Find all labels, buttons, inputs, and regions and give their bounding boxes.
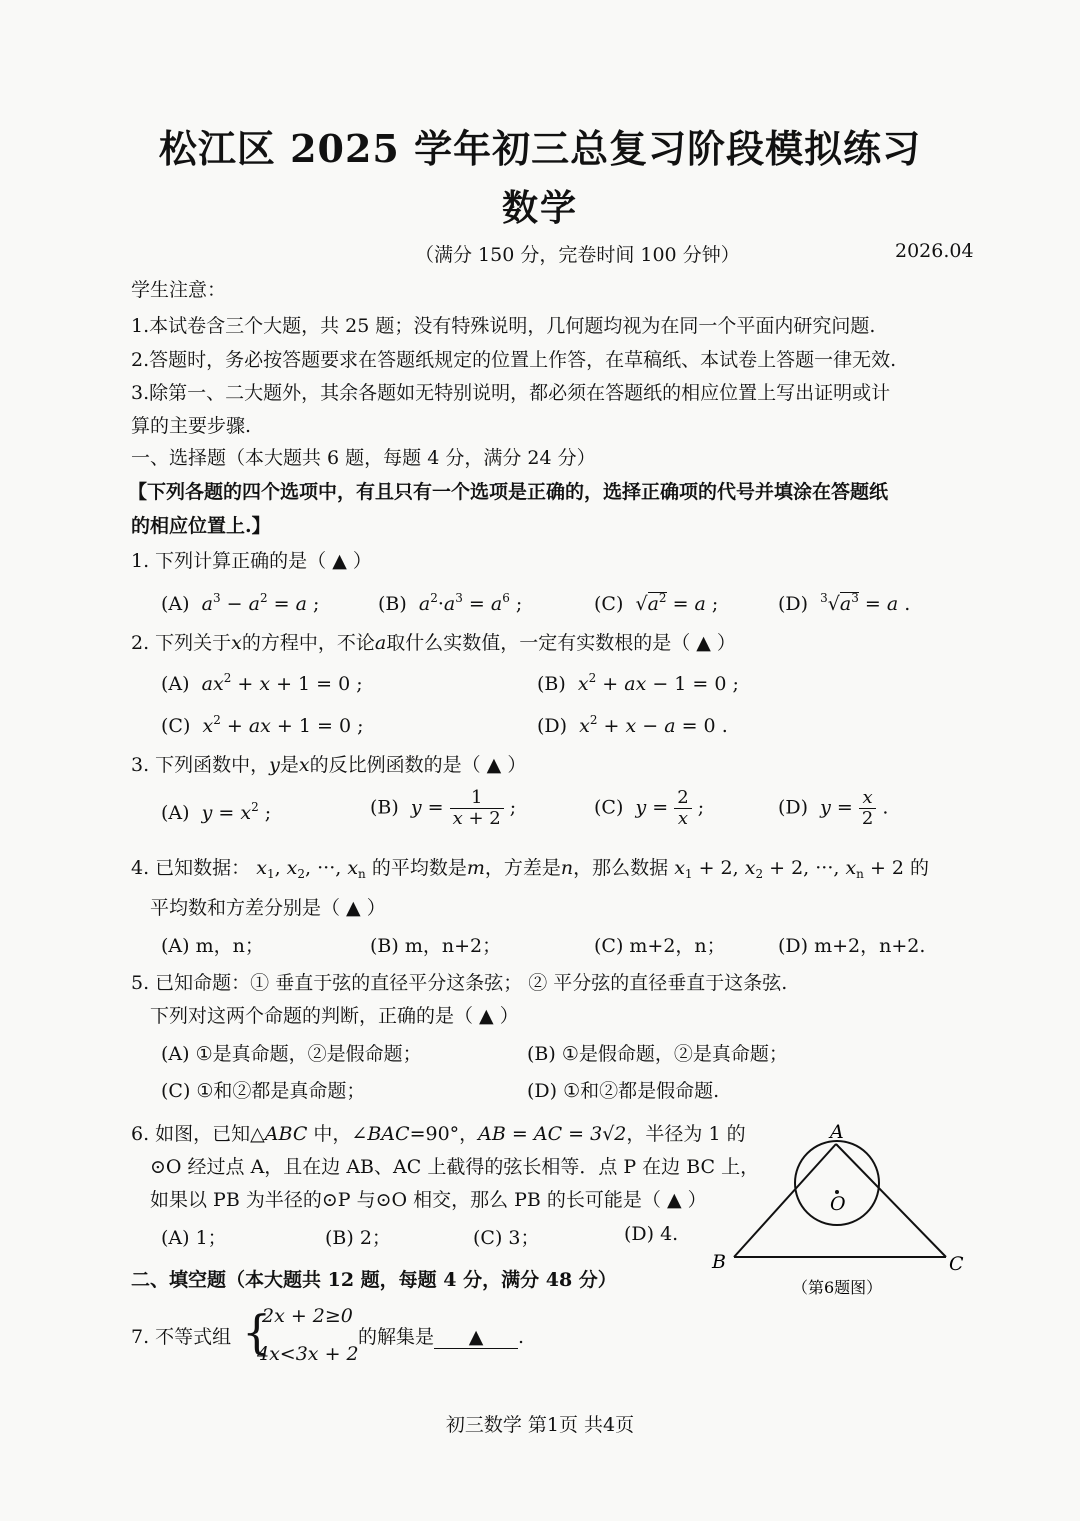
q4-option-a: (A) m，n；: [161, 935, 264, 957]
label-b: B: [712, 1251, 726, 1273]
exam-subtitle: （满分 150 分，完卷时间 100 分钟）: [415, 244, 740, 266]
label-o: O: [830, 1193, 846, 1215]
q4-stem: 4. 已知数据： $x_1$, $x_2$, ···, $x_n$ 的平均数是m，方差是n，那么数据 $x_1 + 2$, $x_2 + 2$, ···, $x_n + 2$ 的: [131, 857, 930, 881]
q5-option-a: (A) ①是真命题，②是假命题；: [161, 1043, 422, 1065]
exam-date: 2026.04: [895, 240, 974, 262]
page-footer: 初三数学 第1页 共4页: [445, 1414, 635, 1436]
q7-inequality-1: 2x + 2≥0: [262, 1305, 353, 1327]
q7-label: 7. 不等式组: [131, 1326, 232, 1348]
q2-option-b: (B) $x^2$ + ax − 1 = 0 ;: [537, 671, 739, 695]
section1-instruction-1: 【下列各题的四个选项中，有且只有一个选项是正确的，选择正确项的代号并填涂在答题纸: [128, 481, 889, 503]
q3-option-d: (D) y = $\frac{x}{2}$ .: [778, 787, 889, 829]
q1-option-b: (B) $a^2\cdot a^3 = a^6$ ;: [378, 591, 523, 615]
notice-item-3: 3.除第一、二大题外，其余各题如无特别说明，都必须在答题纸的相应位置上写出证明或计: [131, 382, 891, 404]
q1-option-a: (A) $a^3 - a^2 = a$ ;: [161, 591, 320, 615]
q5-option-c: (C) ①和②都是真命题；: [161, 1080, 366, 1102]
section1-heading: 一、选择题（本大题共 6 题，每题 4 分，满分 24 分）: [131, 447, 596, 469]
q7-question: 的解集是 ▲ .: [358, 1326, 525, 1348]
q5-stem: 5. 已知命题：① 垂直于弦的直径平分这条弦； ② 平分弦的直径垂直于这条弦.: [131, 972, 788, 994]
q3-option-a: (A) $y = x^2$ ;: [161, 800, 272, 824]
page-title: 松江区 2025 学年初三总复习阶段模拟练习: [158, 126, 922, 171]
q7-inequality-2: 4x<3x + 2: [257, 1343, 359, 1365]
q2-option-d: (D) $x^2 + x - a = 0$ .: [537, 713, 728, 737]
q4-option-d: (D) m+2，n+2.: [778, 935, 926, 957]
section1-instruction-2: 的相应位置上.】: [131, 515, 271, 537]
section2-heading: 二、填空题（本大题共 12 题，每题 4 分，满分 48 分）: [131, 1269, 617, 1291]
q6-option-b: (B) 2；: [325, 1227, 391, 1249]
q6-stem-line2: ⊙O 经过点 A，且在边 AB、AC 上截得的弦长相等．点 P 在边 BC 上，: [150, 1156, 760, 1178]
q3-stem: 3. 下列函数中，y是x的反比例函数的是（ ▲ ）: [131, 754, 527, 776]
q1-stem: 1. 下列计算正确的是（ ▲ ）: [131, 550, 372, 572]
q2-stem: 2. 下列关于x的方程中，不论a取什么实数值，一定有实数根的是（ ▲ ）: [131, 632, 736, 654]
q4-option-b: (B) m，n+2；: [370, 935, 502, 957]
triangle-side-ab: [734, 1144, 836, 1257]
q3-option-b: (B) y = $\frac{1}{x + 2}$ ;: [370, 787, 517, 829]
q5-option-d: (D) ①和②都是假命题.: [527, 1080, 720, 1102]
subject-title: 数学: [501, 187, 578, 229]
q6-option-c: (C) 3；: [473, 1227, 540, 1249]
q5-option-b: (B) ①是假命题，②是真命题；: [527, 1043, 788, 1065]
q2-option-a: (A) $ax^2 + x + 1 = 0$ ;: [161, 671, 363, 695]
notice-item-1: 1.本试卷含三个大题，共 25 题；没有特殊说明，几何题均视为在同一个平面内研究问题.: [131, 315, 876, 337]
q7-brace: {: [242, 1305, 272, 1359]
q7-answer-blank: ▲: [434, 1326, 518, 1349]
q6-stem-line3: 如果以 PB 为半径的⊙P 与⊙O 相交，那么 PB 的长可能是（ ▲ ）: [150, 1189, 707, 1211]
q6-stem: 6. 如图，已知△ABC 中，∠BAC=90°，AB = AC = 3√2，半径为 1 的: [131, 1123, 746, 1145]
notice-heading: 学生注意：: [131, 279, 227, 301]
triangle-side-ac: [836, 1144, 946, 1257]
q4-option-c: (C) m+2，n；: [594, 935, 726, 957]
q1-option-d: (D) $^3√a^3 = a$ .: [778, 591, 911, 615]
label-c: C: [949, 1253, 964, 1275]
q6-figure: [700, 1120, 980, 1310]
q3-option-c: (C) y = $\frac{2}{x}$ ;: [594, 787, 705, 829]
notice-item-2: 2.答题时，务必按答题要求在答题纸规定的位置上作答，在草稿纸、本试卷上答题一律无效.: [131, 349, 897, 371]
q2-option-c: (C) $x^2$ + ax + 1 = 0 ;: [161, 713, 364, 737]
notice-item-4: 算的主要步骤.: [131, 415, 252, 437]
figure-caption: （第6题图）: [792, 1278, 883, 1297]
q6-option-d: (D) 4.: [624, 1223, 679, 1245]
label-a: A: [830, 1121, 844, 1143]
q4-stem-line2: 平均数和方差分别是（ ▲ ）: [150, 897, 386, 919]
q1-option-c: (C) $√a^2 = a$ ;: [594, 591, 719, 615]
q6-option-a: (A) 1；: [161, 1227, 227, 1249]
q5-stem-line2: 下列对这两个命题的判断，正确的是（ ▲ ）: [150, 1005, 519, 1027]
